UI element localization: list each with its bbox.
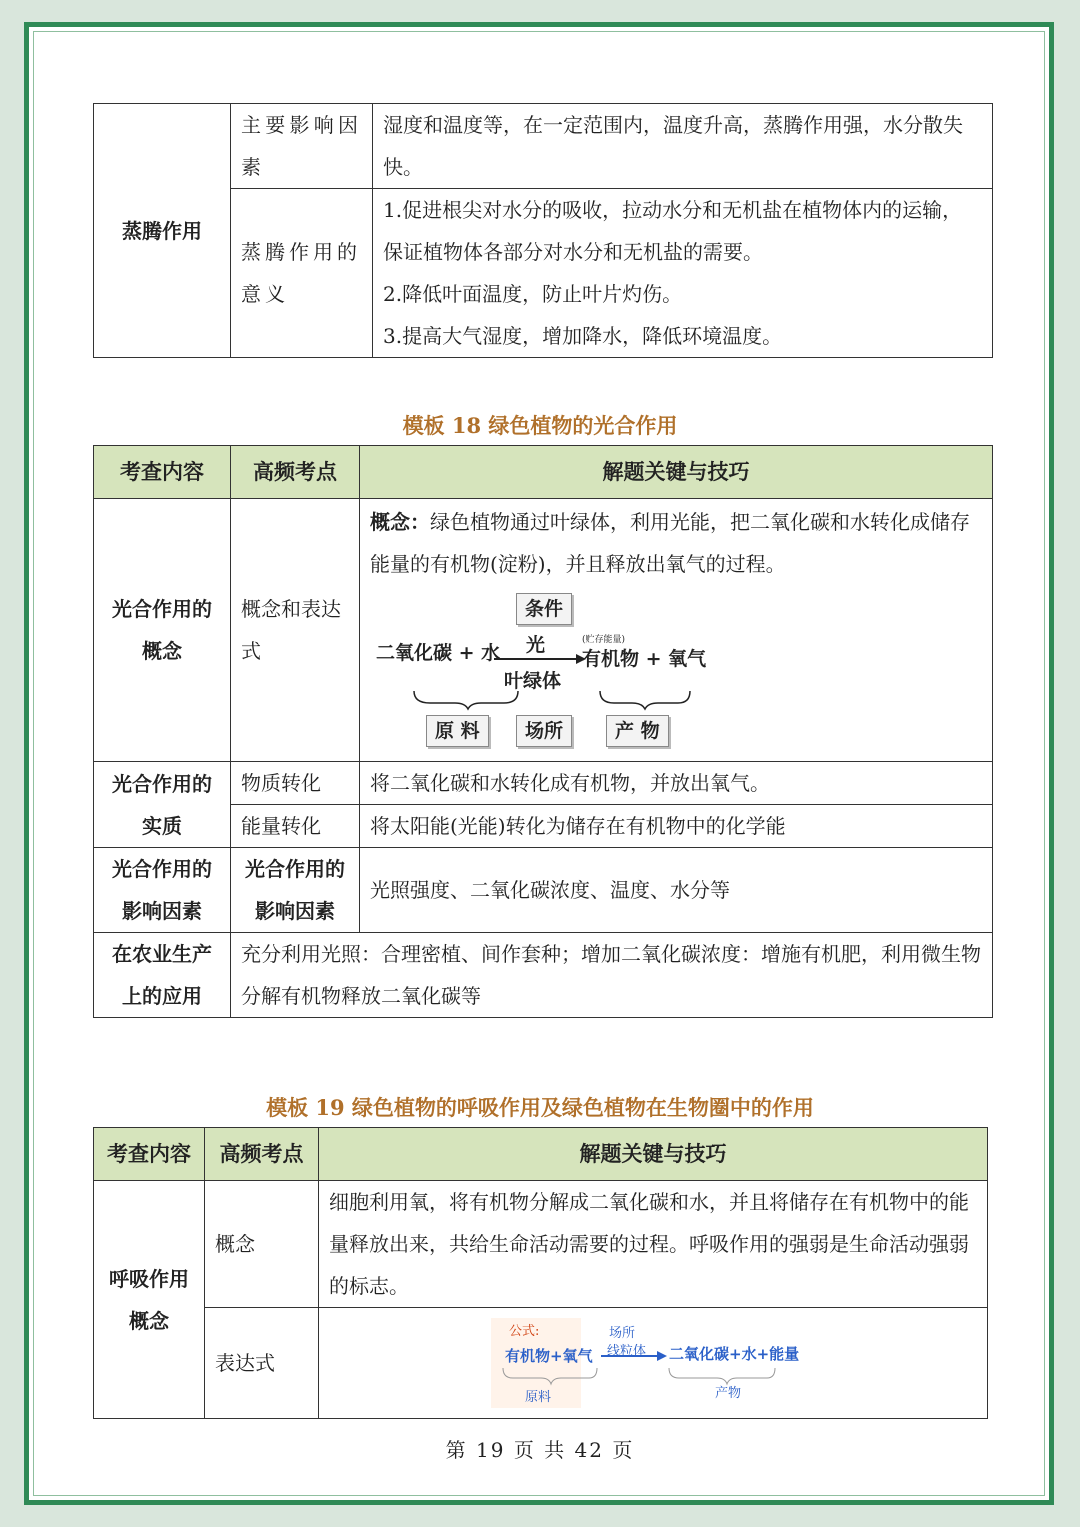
reactants-text: 二氧化碳 + 水 [376, 642, 501, 664]
header-cell: 解题关键与技巧 [319, 1128, 988, 1181]
category-cell: 在农业生产上的应用 [94, 933, 231, 1018]
stored-note: (贮存能量) [582, 635, 626, 645]
header-cell: 考查内容 [94, 446, 231, 499]
list-item: 1.促进根尖对水分的吸收，拉动水分和无机盐在植物体内的运输，保证植物体各部分对水分和无机盐的需要。 [383, 198, 963, 264]
photosynthesis-table [93, 445, 993, 1018]
formula-reactants: 有机物+氧气 [505, 1347, 593, 1365]
category-cell: 光合作用的实质 [94, 762, 231, 848]
point-cell: 概念和表达式 [231, 499, 360, 762]
site-box: 场所 [516, 715, 572, 747]
formula-arrow [601, 1350, 667, 1362]
category-cell: 蒸腾作用 [94, 104, 231, 358]
category-cell: 呼吸作用概念 [94, 1181, 205, 1419]
transpiration-table [93, 103, 993, 358]
condition-box: 条件 [516, 593, 572, 625]
formula-site-label: 场所 [609, 1326, 636, 1341]
header-cell: 考查内容 [94, 1128, 205, 1181]
content-cell [360, 499, 993, 762]
formula-braces [499, 1366, 799, 1388]
product-box: 产 物 [606, 715, 669, 747]
category-cell: 光合作用的影响因素 [94, 848, 231, 933]
point-cell: 概念 [205, 1181, 319, 1308]
point-cell: 主要影响因素 [231, 104, 373, 189]
header-cell: 高频考点 [231, 446, 360, 499]
respiration-formula [319, 1308, 987, 1418]
point-cell: 物质转化 [231, 762, 360, 805]
formula-raw: 原料 [525, 1390, 552, 1405]
content-cell: 光照强度、二氧化碳浓度、温度、水分等 [360, 848, 993, 933]
content-cell: 将二氧化碳和水转化成有机物，并放出氧气。 [360, 762, 993, 805]
formula-product: 产物 [715, 1386, 742, 1401]
content-cell [373, 189, 993, 358]
concept-text: 概念：绿色植物通过叶绿体，利用光能，把二氧化碳和水转化成储存能量的有机物(淀粉)，并且释放出氧气的过程。 [370, 510, 970, 576]
content-cell: 湿度和温度等，在一定范围内，温度升高，蒸腾作用强，水分散失快。 [373, 104, 993, 189]
point-cell: 能量转化 [231, 805, 360, 848]
point-cell: 表达式 [205, 1308, 319, 1419]
formula-site: 线粒体 [607, 1344, 647, 1359]
content-cell [319, 1308, 988, 1419]
site-text: 叶绿体 [504, 670, 562, 692]
list-item: 2.降低叶面温度，防止叶片灼伤。 [383, 282, 683, 306]
header-cell: 解题关键与技巧 [360, 446, 993, 499]
raw-material-box: 原 料 [426, 715, 489, 747]
formula-label: 公式: [509, 1324, 540, 1339]
photosynthesis-diagram [370, 585, 982, 755]
section-title-18: 模板 18 绿色植物的光合作用 [402, 413, 678, 438]
section-title-19: 模板 19 绿色植物的呼吸作用及绿色植物在生物圈中的作用 [266, 1095, 814, 1120]
content-cell: 将太阳能(光能)转化为储存在有机物中的化学能 [360, 805, 993, 848]
reaction-arrow [494, 653, 586, 665]
brace-lines [410, 689, 710, 711]
header-cell: 高频考点 [205, 1128, 319, 1181]
page-footer: 第 19 页 共 42 页 [445, 1438, 635, 1462]
point-cell: 光合作用的影响因素 [231, 848, 360, 933]
point-cell: 蒸腾作用的意义 [231, 189, 373, 358]
category-cell: 光合作用的概念 [94, 499, 231, 762]
list-item: 3.提高大气湿度，增加降水，降低环境温度。 [383, 324, 783, 348]
respiration-table [93, 1127, 988, 1419]
content-cell: 充分利用光照：合理密植、间作套种；增加二氧化碳浓度：增施有机肥，利用微生物分解有机物释放二氧化碳等 [231, 933, 993, 1018]
content-cell: 细胞利用氧，将有机物分解成二氧化碳和水，并且将储存在有机物中的能量释放出来，共给生命活动需要的过程。呼吸作用的强弱是生命活动强弱的标志。 [319, 1181, 988, 1308]
products-text: 有机物 + 氧气 [582, 648, 707, 670]
formula-products: 二氧化碳+水+能量 [669, 1345, 800, 1363]
light-text: 光 [526, 634, 546, 656]
